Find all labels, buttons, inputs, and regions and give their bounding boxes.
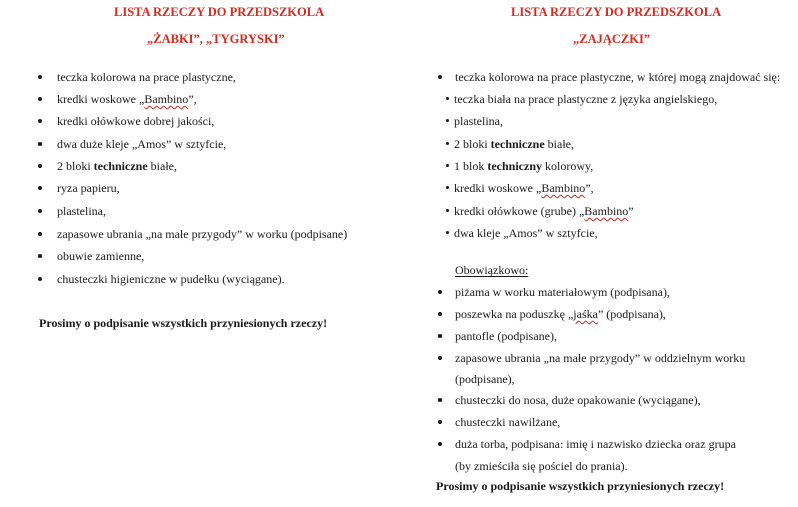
- list-bullet: [438, 442, 442, 446]
- list-item: plastelina,: [454, 114, 503, 128]
- right-closing-note: Prosimy o podpisanie wszystkich przyniesionych rzeczy!: [436, 479, 725, 493]
- list-item: teczka biała na prace plastyczne z języka angielskiego,: [454, 92, 718, 106]
- list-bullet: [38, 277, 42, 281]
- list-bullet: [38, 164, 42, 168]
- left-closing-note: Prosimy o podpisanie wszystkich przyniesionych rzeczy!: [39, 316, 328, 330]
- list-bullet: [38, 97, 42, 101]
- list-item: zapasowe ubrania „na małe przygody” w oddzielnym worku: [455, 351, 746, 365]
- list-bullet: [446, 186, 449, 189]
- list-item: chusteczki nawilżane,: [455, 415, 561, 429]
- list-item: 1 blok techniczny kolorowy,: [454, 159, 594, 173]
- list-item: kredki ołówkowe (grube) „Bambino”: [454, 204, 634, 218]
- list-bullet: [38, 75, 42, 79]
- left-groups-heading: „ŻABKI”, „TYGRYSKI”: [147, 32, 285, 46]
- list-bullet: [438, 398, 442, 402]
- spellcheck-word: Bambino: [584, 204, 629, 218]
- emphasis-text: techniczne: [93, 159, 148, 173]
- list-item: teczka kolorowa na prace plastyczne, w której mogą znajdować się:: [455, 70, 781, 84]
- list-bullet: [438, 356, 442, 360]
- list-item: (by zmieściła się pościel do prania).: [455, 459, 628, 473]
- list-bullet: [446, 142, 449, 145]
- list-bullet: [446, 97, 449, 100]
- right-groups-heading: „ZAJĄCZKI”: [573, 32, 651, 46]
- list-item: 2 bloki techniczne białe,: [454, 137, 574, 151]
- list-bullet: [446, 209, 449, 212]
- list-item: 2 bloki techniczne białe,: [57, 159, 177, 173]
- list-item: plastelina,: [57, 204, 106, 218]
- list-bullet: [38, 142, 42, 146]
- list-item: poszewka na poduszkę „jaśka” (podpisana),: [455, 307, 666, 321]
- list-bullet: [438, 290, 442, 294]
- mandatory-heading: Obowiązkowo:: [455, 263, 529, 277]
- list-item: (podpisane),: [455, 372, 515, 386]
- list-bullet: [38, 186, 42, 190]
- list-item: kredki ołówkowe dobrej jakości,: [57, 114, 215, 128]
- list-item: zapasowe ubrania „na małe przygody” w worku (podpisane): [57, 227, 348, 241]
- spellcheck-word: Bambino: [144, 92, 189, 106]
- list-bullet: [38, 209, 42, 213]
- list-bullet: [446, 119, 449, 122]
- list-bullet: [446, 231, 449, 234]
- list-item: chusteczki do nosa, duże opakowanie (wyciągane),: [455, 393, 701, 407]
- list-bullet: [438, 312, 442, 316]
- list-bullet: [38, 119, 42, 123]
- list-item: ryza papieru,: [57, 181, 120, 195]
- spellcheck-word: Bambino: [541, 181, 586, 195]
- list-item: dwa duże kleje „Amos” w sztyfcie,: [57, 137, 227, 151]
- right-title: LISTA RZECZY DO PRZEDSZKOLA: [511, 5, 722, 19]
- list-item: chusteczki higieniczne w pudełku (wyciągane).: [57, 272, 285, 286]
- spellcheck-word: jaśka: [573, 307, 598, 321]
- list-bullet: [438, 75, 442, 79]
- list-item: obuwie zamienne,: [57, 249, 145, 263]
- emphasis-text: techniczne: [490, 137, 545, 151]
- list-bullet: [438, 420, 442, 424]
- emphasis-text: techniczny: [487, 159, 542, 173]
- list-bullet: [438, 334, 442, 338]
- list-item: teczka kolorowa na prace plastyczne,: [57, 70, 236, 84]
- list-item: kredki woskowe „Bambino”,: [57, 92, 197, 106]
- list-bullet: [38, 232, 42, 236]
- list-item: dwa kleje „Amos” w sztyfcie,: [454, 226, 598, 240]
- list-item: kredki woskowe „Bambino”,: [454, 181, 594, 195]
- list-item: duża torba, podpisana: imię i nazwisko dziecka oraz grupa: [455, 437, 736, 451]
- list-bullet: [38, 254, 42, 258]
- left-title: LISTA RZECZY DO PRZEDSZKOLA: [114, 5, 325, 19]
- list-bullet: [446, 164, 449, 167]
- list-item: piżama w worku materiałowym (podpisana),: [455, 285, 670, 299]
- list-item: pantofle (podpisane),: [455, 329, 557, 343]
